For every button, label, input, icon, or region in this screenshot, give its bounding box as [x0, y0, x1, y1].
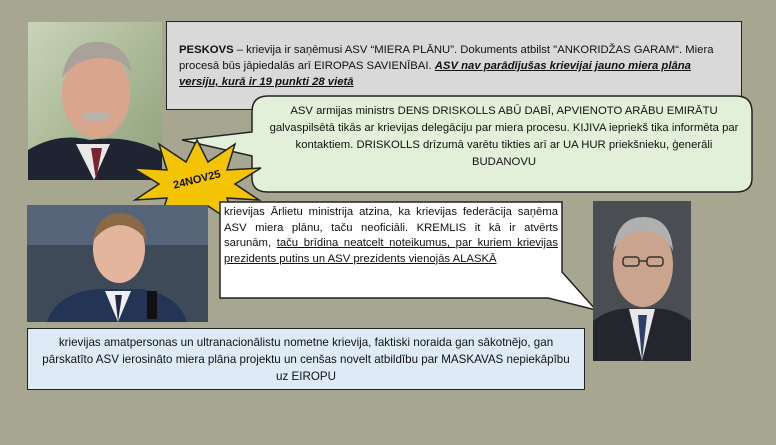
official-photo: [27, 205, 208, 322]
ministry-text-underlined: taču brīdina neatcelt noteikumus, par kuriem krievijas prezidents putins un ASV prezidents vienojās ALASKĀ: [224, 237, 558, 265]
ministry-text-plain: krievijas Ārlietu ministrija atzina, ka krievijas federācija saņēma ASV miera plānu, taču neoficiāli. KREMLIS it kā ir atvērts sarunām,: [224, 206, 558, 249]
lavrov-photo: [593, 201, 691, 361]
peskov-quote-emphasis: ASV nav parādījušas krievijai jauno miera plāna versiju, kurā ir 19 punkti 28 vietā: [179, 60, 691, 88]
driscoll-text: ASV armijas ministrs DENS DRISKOLLS ABŪ DABĪ, APVIENOTO ARĀBU EMIRĀTU galvaspilsētā tikās ar krievijas delegāciju par miera procesu. KIJIVA iepriekš tika informēta par kontaktiem. DRISKOLLS drīzumā varētu tikties arī ar UA HUR priekšnieku, ģenerāli BUDANOVU: [269, 105, 739, 168]
driscoll-bubble: [180, 94, 756, 194]
peskov-name: PESKOVS: [179, 44, 234, 56]
summary-box: [27, 328, 585, 390]
date-text: 24NOV25: [172, 168, 222, 192]
peskov-quote-text: – krievija ir saņēmusi ASV “MIERA PLĀNU”. Dokuments atbilst "ANKORIDŽAS GARAM“. Miera procesā būs jāpiedalās arī EIROPAS SAVIENĪBAI.: [179, 44, 714, 72]
ministry-text: [224, 205, 558, 267]
ministry-bubble: [218, 200, 598, 312]
summary-text: krievijas amatpersonas un ultranacionālistu nometne krievija, faktiski noraida gan sākotnējo, gan pārskatīto ASV ierosināto miera plāna projektu un cenšas novelt atbildību par MASKAVAS nepiekāpību uz EIROPU: [42, 336, 570, 383]
